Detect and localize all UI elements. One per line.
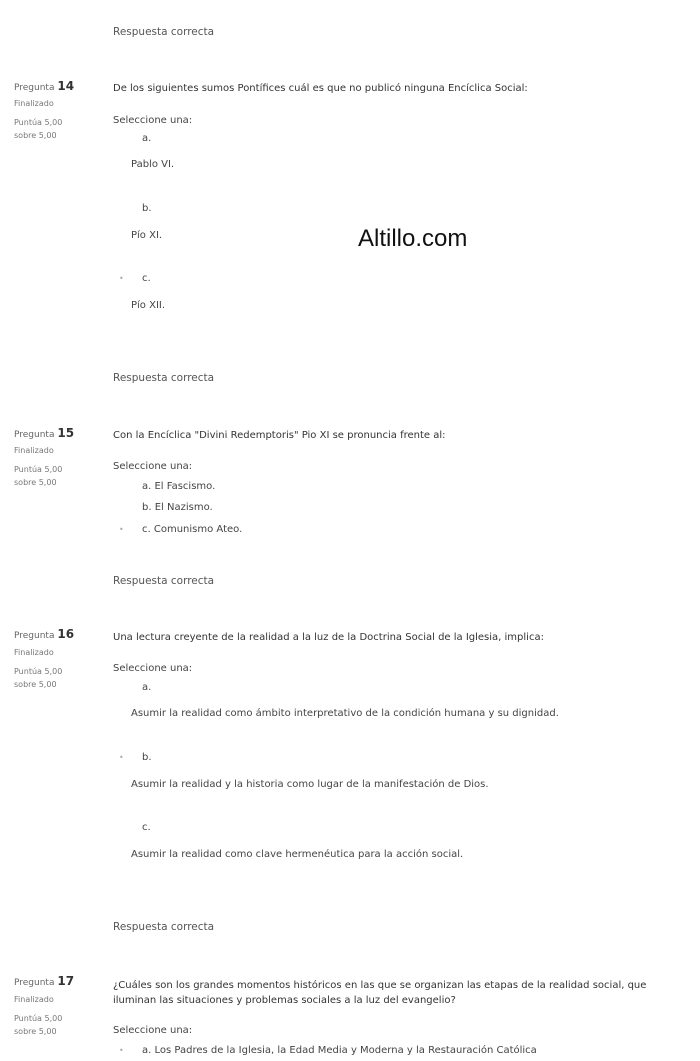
question-score-max: sobre 5,00 [14, 478, 57, 487]
feedback-correct: Respuesta correcta [113, 372, 215, 384]
question-label: Pregunta [14, 430, 55, 440]
question-number [14, 426, 74, 440]
question-number [14, 79, 74, 93]
question-label: Pregunta [14, 83, 55, 93]
option-text-b[interactable]: Pío XI. [131, 230, 163, 241]
question-number [14, 627, 74, 641]
option-letter-b[interactable]: b. [142, 203, 152, 214]
select-prompt: Seleccione una: [113, 115, 193, 126]
option-text-c[interactable]: Asumir la realidad como clave hermenéutica para la acción social. [131, 849, 464, 860]
option-text-c[interactable]: Pío XII. [131, 300, 166, 311]
question-score-max: sobre 5,00 [14, 131, 57, 140]
option-b[interactable]: b. El Nazismo. [142, 502, 213, 513]
question-text: Una lectura creyente de la realidad a la luz de la Doctrina Social de la Iglesia, implica: [113, 632, 544, 643]
question-number-value: 15 [57, 426, 75, 440]
question-status: Finalizado [14, 446, 54, 455]
option-letter-c[interactable]: c. [142, 273, 151, 284]
option-a[interactable]: a. Los Padres de la Iglesia, la Edad Media y Moderna y la Restauración Católica [142, 1045, 537, 1056]
question-text: Con la Encíclica "Divini Redemptoris" Pio XI se pronuncia frente al: [113, 430, 446, 441]
option-letter-a[interactable]: a. [142, 133, 152, 144]
question-score-max: sobre 5,00 [14, 1027, 57, 1036]
question-status: Finalizado [14, 99, 54, 108]
option-text-a[interactable]: Asumir la realidad como ámbito interpretativo de la condición humana y su dignidad. [131, 708, 559, 719]
select-prompt: Seleccione una: [113, 461, 193, 472]
option-a[interactable]: a. El Fascismo. [142, 481, 216, 492]
feedback-correct: Respuesta correcta [113, 26, 215, 38]
option-c[interactable]: c. Comunismo Ateo. [142, 524, 243, 535]
option-text-b[interactable]: Asumir la realidad y la historia como lugar de la manifestación de Dios. [131, 779, 489, 790]
question-text: ¿Cuáles son los grandes momentos históricos en las que se organizan las etapas de la realidad social, que iluminan las situaciones y problemas sociales a la luz del evangelio? [113, 980, 647, 1006]
feedback-correct: Respuesta correcta [113, 575, 215, 587]
question-number-value: 17 [57, 974, 75, 988]
selected-bullet-icon: • [119, 525, 124, 534]
question-status: Finalizado [14, 648, 54, 657]
option-letter-c[interactable]: c. [142, 822, 151, 833]
question-number-value: 14 [57, 79, 75, 93]
question-label: Pregunta [14, 631, 55, 641]
question-number [14, 974, 74, 988]
question-score-max: sobre 5,00 [14, 680, 57, 689]
question-score: Puntúa 5,00 [14, 465, 63, 474]
question-text: De los siguientes sumos Pontífices cuál es que no publicó ninguna Encíclica Social: [113, 83, 528, 94]
feedback-correct: Respuesta correcta [113, 921, 215, 933]
option-letter-a[interactable]: a. [142, 682, 152, 693]
question-label: Pregunta [14, 978, 55, 988]
select-prompt: Seleccione una: [113, 1025, 193, 1036]
option-letter-b[interactable]: b. [142, 752, 152, 763]
option-text-a[interactable]: Pablo VI. [131, 159, 175, 170]
select-prompt: Seleccione una: [113, 663, 193, 674]
question-score: Puntúa 5,00 [14, 667, 63, 676]
selected-bullet-icon: • [119, 1046, 124, 1055]
question-status: Finalizado [14, 995, 54, 1004]
watermark-logo: Altillo.com [358, 225, 468, 252]
question-score: Puntúa 5,00 [14, 1014, 63, 1023]
question-score: Puntúa 5,00 [14, 118, 63, 127]
selected-bullet-icon: • [119, 274, 124, 283]
selected-bullet-icon: • [119, 753, 124, 762]
question-number-value: 16 [57, 627, 75, 641]
